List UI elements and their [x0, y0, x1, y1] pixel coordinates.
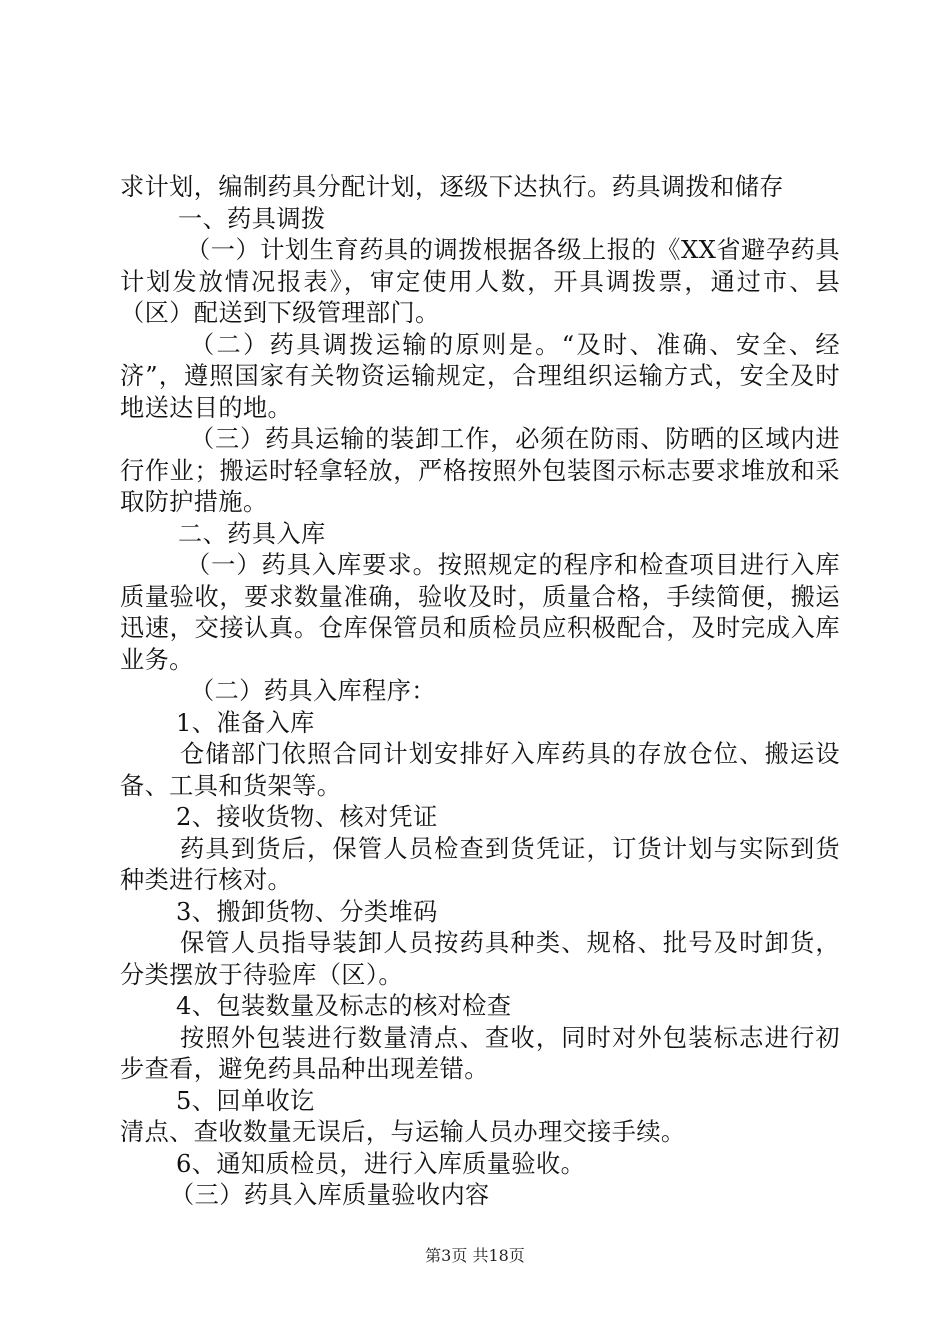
step-heading-1: 1、准备入库 [176, 708, 315, 737]
step-heading-5: 5、回单收讫 [176, 1086, 315, 1115]
paragraph-warehousing-2: （二）药具入库程序： [190, 677, 436, 705]
step-body-3: 保管人员指导装卸人员按药具种类、规格、批号及时卸货，分类摆放于待验库（区）。 [120, 929, 840, 989]
paragraph-warehousing-1: （一）药具入库要求。按照规定的程序和检查项目进行入库质量验收，要求数量准确，验收及时，质量合格，手续简便，搬运迅速，交接认真。仓库保管员和质检员应积极配合，及时完成入库业务。 [120, 551, 840, 674]
document-body [120, 172, 840, 1212]
step-heading-3: 3、搬卸货物、分类堆码 [176, 897, 438, 926]
step-body-5: 清点、查收数量无误后，与运输人员办理交接手续。 [120, 1118, 686, 1146]
step-body-1: 仓储部门依照合同计划安排好入库药具的存放仓位、搬运设备、工具和货架等。 [120, 740, 840, 800]
paragraph-dispatch-1: （一）计划生育药具的调拨根据各级上报的《XX省避孕药具计划发放情况报表》，审定使用人数，开具调拨票，通过市、县（区）配送到下级管理部门。 [120, 236, 840, 327]
step-heading-2: 2、接收货物、核对凭证 [176, 803, 438, 831]
subsection-heading-inspection: （三）药具入库质量验收内容 [170, 1181, 490, 1209]
section-heading-dispatch: 一、药具调拨 [178, 204, 326, 233]
section-heading-warehousing: 二、药具入库 [178, 519, 326, 548]
step-body-4: 按照外包装进行数量清点、查收，同时对外包装标志进行初步查看，避免药具品种出现差错。 [120, 1023, 840, 1083]
paragraph-continuation: 求计划，编制药具分配计划，逐级下达执行。药具调拨和储存 [120, 173, 784, 201]
page-footer: 第3页 共18页 [425, 1246, 525, 1265]
step-heading-6: 6、通知质检员，进行入库质量验收。 [176, 1149, 586, 1178]
step-heading-4: 4、包装数量及标志的核对检查 [176, 992, 512, 1020]
paragraph-dispatch-3: （三）药具运输的装卸工作，必须在防雨、防晒的区域内进行作业；搬运时轻拿轻放，严格按照外包装图示标志要求堆放和采取防护措施。 [120, 425, 840, 516]
paragraph-dispatch-2: （二）药具调拨运输的原则是。“及时、准确、安全、经济”，遵照国家有关物资运输规定，合理组织运输方式，安全及时地送达目的地。 [120, 330, 840, 422]
step-body-2: 药具到货后，保管人员检查到货凭证，订货计划与实际到货种类进行核对。 [120, 834, 840, 894]
